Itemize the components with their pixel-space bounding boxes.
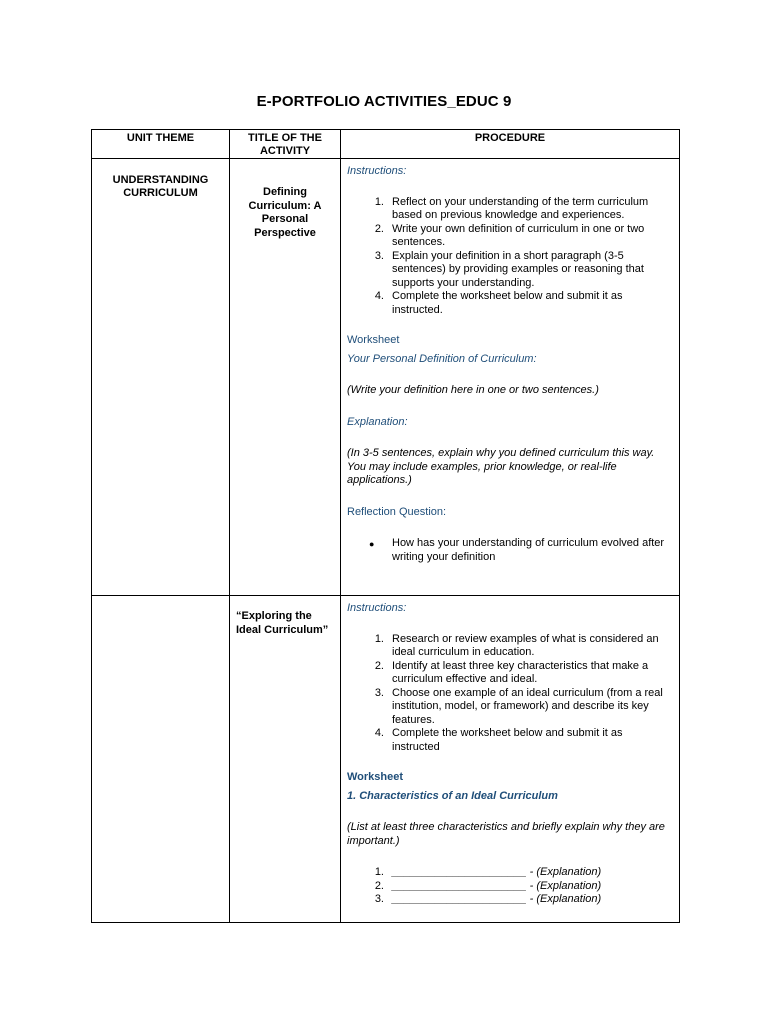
list-item: 2. Write your own definition of curriculum in one or two sentences. xyxy=(374,222,645,248)
steps-list xyxy=(347,196,673,318)
procedure-cell xyxy=(341,596,680,923)
procedure-cell xyxy=(341,159,680,596)
list-item: 3. ______________________ - (Explanation) xyxy=(374,893,602,905)
instructions-label: Instructions: xyxy=(347,165,407,177)
list-item: 4. Complete the worksheet below and submit it as instructed xyxy=(374,727,623,753)
list-item: ● How has your understanding of curriculum evolved after writing your definition xyxy=(369,537,665,563)
blanks-list xyxy=(347,866,673,907)
activities-table xyxy=(91,129,680,923)
header-activity-title: TITLE OF THE ACTIVITY xyxy=(230,130,341,159)
list-item: 2. Identify at least three key characteristics that make a curriculum effective and ideal. xyxy=(374,659,649,685)
explanation-label: Explanation: xyxy=(347,415,408,428)
document-title: E-PORTFOLIO ACTIVITIES_EDUC 9 xyxy=(256,93,512,110)
list-item: 1. Reflect on your understanding of the term curriculum based on previous knowledge and experiences. xyxy=(374,195,649,221)
unit-theme-cell xyxy=(92,596,230,923)
section1-prompt: (List at least three characteristics and briefly explain why they are important.) xyxy=(347,821,665,847)
activity-title-cell: Defining Curriculum: A Personal Perspective xyxy=(230,159,341,596)
table-row xyxy=(92,596,680,923)
definition-label: Your Personal Definition of Curriculum: xyxy=(347,352,537,365)
activity-title-cell: “Exploring the Ideal Curriculum” xyxy=(230,596,341,923)
worksheet-label: Worksheet xyxy=(347,771,404,783)
definition-prompt: (Write your definition here in one or two sentences.) xyxy=(347,384,599,396)
worksheet-label: Worksheet xyxy=(347,334,400,346)
list-item: 1. ______________________ - (Explanation) xyxy=(374,866,602,878)
instructions-label: Instructions: xyxy=(347,602,407,614)
list-item: 4. Complete the worksheet below and submit it as instructed. xyxy=(374,290,623,316)
header-procedure: PROCEDURE xyxy=(341,130,680,159)
explanation-prompt: (In 3-5 sentences, explain why you defined curriculum this way. You may include examples, prior knowledge, or real-life applications.) xyxy=(347,447,655,486)
list-item: 2. ______________________ - (Explanation) xyxy=(374,879,602,892)
unit-theme-cell: UNDERSTANDING CURRICULUM xyxy=(92,159,230,596)
header-unit-theme: UNIT THEME xyxy=(92,130,230,159)
section1-label: 1. Characteristics of an Ideal Curriculum xyxy=(347,789,558,802)
list-item: 1. Research or review examples of what is considered an ideal curriculum in education. xyxy=(374,632,659,658)
reflection-label: Reflection Question: xyxy=(347,505,447,518)
steps-list xyxy=(347,633,673,755)
table-row xyxy=(92,159,680,596)
list-item: 3. Explain your definition in a short paragraph (3-5 sentences) by providing examples or reasoning that supports your understanding. xyxy=(374,249,644,289)
reflection-list xyxy=(347,537,673,564)
table-header-row xyxy=(92,130,680,159)
list-item: 3. Choose one example of an ideal curriculum (from a real institution, model, or framework) and describe its key features. xyxy=(374,686,663,726)
